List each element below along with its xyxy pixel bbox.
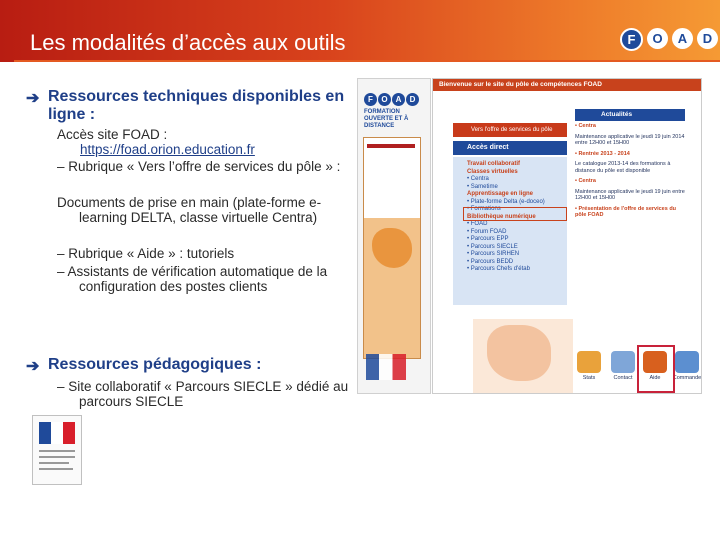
ministry-logo (32, 415, 82, 485)
site-banner: Bienvenue sur le site du pôle de compétences FOAD (433, 79, 701, 91)
arrow-bullet-icon: ➔ (26, 90, 40, 107)
contact-icon (611, 351, 635, 373)
foad-subtitle: FORMATION OUVERTE ET À DISTANCE (364, 109, 409, 129)
news-item[interactable]: • Centra (575, 123, 596, 129)
tool-label: Stats (582, 375, 596, 381)
tool-contact[interactable] (605, 351, 641, 381)
nav-item[interactable]: • Parcours EPP (467, 236, 509, 242)
actualites-header: Actualités (575, 109, 685, 121)
tool-label: Commande (672, 375, 702, 381)
tool-stats[interactable] (571, 351, 607, 381)
rubrique-offre-item: – Rubrique « Vers l’offre de services du pôle » : (57, 159, 341, 174)
foad-brochure-panel (357, 78, 431, 394)
marianne-logo (366, 354, 406, 380)
news-item[interactable]: • Centra (575, 178, 596, 184)
tool-label: Contact (613, 375, 633, 381)
foad-logo (620, 28, 718, 51)
documents-item: Documents de prise en main (plate-forme e-learning DELTA, classe virtuelle Centra) (57, 195, 322, 225)
logo-letter: O (647, 28, 668, 49)
news-item[interactable]: • Présentation de l'offre de services du pôle FOAD (575, 205, 677, 218)
nav-item[interactable]: • Centra (467, 176, 489, 182)
tool-label: Aide (649, 375, 661, 381)
france-map-shape (487, 325, 551, 381)
order-icon (675, 351, 699, 373)
section-technical-resources (26, 88, 345, 123)
delta-highlight-box (463, 207, 567, 221)
news-item[interactable]: • Rentrée 2013 - 2014 (575, 150, 630, 157)
site-access-label: Accès site FOAD : (57, 127, 168, 142)
logo-letter: O (378, 93, 391, 106)
logo-letter: A (672, 28, 693, 49)
nav-item[interactable]: Bibliothèque numérique (467, 213, 536, 220)
actualites-list (575, 123, 687, 348)
nav-item[interactable]: • FOAD (467, 221, 488, 227)
map-illustration (473, 319, 573, 393)
logo-letter: A (392, 93, 405, 106)
nav-item[interactable]: • Parcours SIECLE (467, 243, 518, 250)
nav-item[interactable]: • Formations (467, 206, 501, 212)
brochure-image (363, 137, 421, 359)
arrow-bullet-icon: ➔ (26, 358, 40, 375)
nav-item[interactable]: • Parcours BEDD (467, 258, 514, 265)
acces-direct-header: Accès direct (453, 141, 567, 155)
foad-website-screenshot (432, 78, 702, 394)
rubrique-aide-item: – Rubrique « Aide » : tutoriels (57, 246, 235, 261)
marianne-flag (39, 422, 75, 444)
foad-site-link[interactable]: https://foad.orion.education.fr (80, 142, 255, 157)
foad-panel-logo (364, 93, 422, 130)
aide-highlight-box (637, 345, 675, 393)
stats-icon (577, 351, 601, 373)
siecle-item: – Site collaboratif « Parcours SIECLE » dédié au parcours SIECLE (57, 379, 349, 409)
section-heading: Ressources techniques disponibles en ligne : (48, 88, 345, 123)
nav-item[interactable]: Apprentissage en ligne (467, 191, 534, 197)
logo-letter: F (620, 28, 643, 51)
news-item: Maintenance applicative le jeudi 19 juin 2014 entre 12H00 et 15H00 (575, 133, 685, 146)
nav-item[interactable]: • Plate-forme Delta (e-doceo) (467, 198, 545, 205)
logo-letter: F (364, 93, 377, 106)
header-divider (14, 60, 720, 62)
nav-item[interactable]: Classes virtuelles (467, 168, 518, 175)
nav-item[interactable]: • Sametime (467, 183, 498, 190)
section-pedagogical-resources (26, 356, 262, 376)
logo-letter: D (406, 93, 419, 106)
site-nav-list (453, 157, 567, 305)
nav-item[interactable]: • Forum FOAD (467, 228, 507, 235)
nav-item[interactable]: Travail collaboratif (467, 161, 521, 167)
nav-item[interactable]: • Parcours SIRHEN (467, 251, 520, 257)
nav-item[interactable]: • Parcours Chefs d'étab (467, 266, 530, 272)
assistants-item: – Assistants de vérification automatique de la configuration des postes clients (57, 264, 328, 294)
news-item: Maintenance applicative le jeudi 19 juin entre 12H00 et 15H00 (575, 188, 685, 201)
offre-services-link[interactable]: Vers l'offre de services du pôle (453, 123, 567, 137)
slide-title: Les modalités d’accès aux outils (30, 30, 346, 55)
logo-letter: D (697, 28, 718, 49)
news-item: Le catalogue 2013-14 des formations à distance du pôle est disponible (575, 161, 671, 174)
section-heading: Ressources pédagogiques : (48, 356, 262, 373)
france-map-shape (372, 228, 412, 268)
